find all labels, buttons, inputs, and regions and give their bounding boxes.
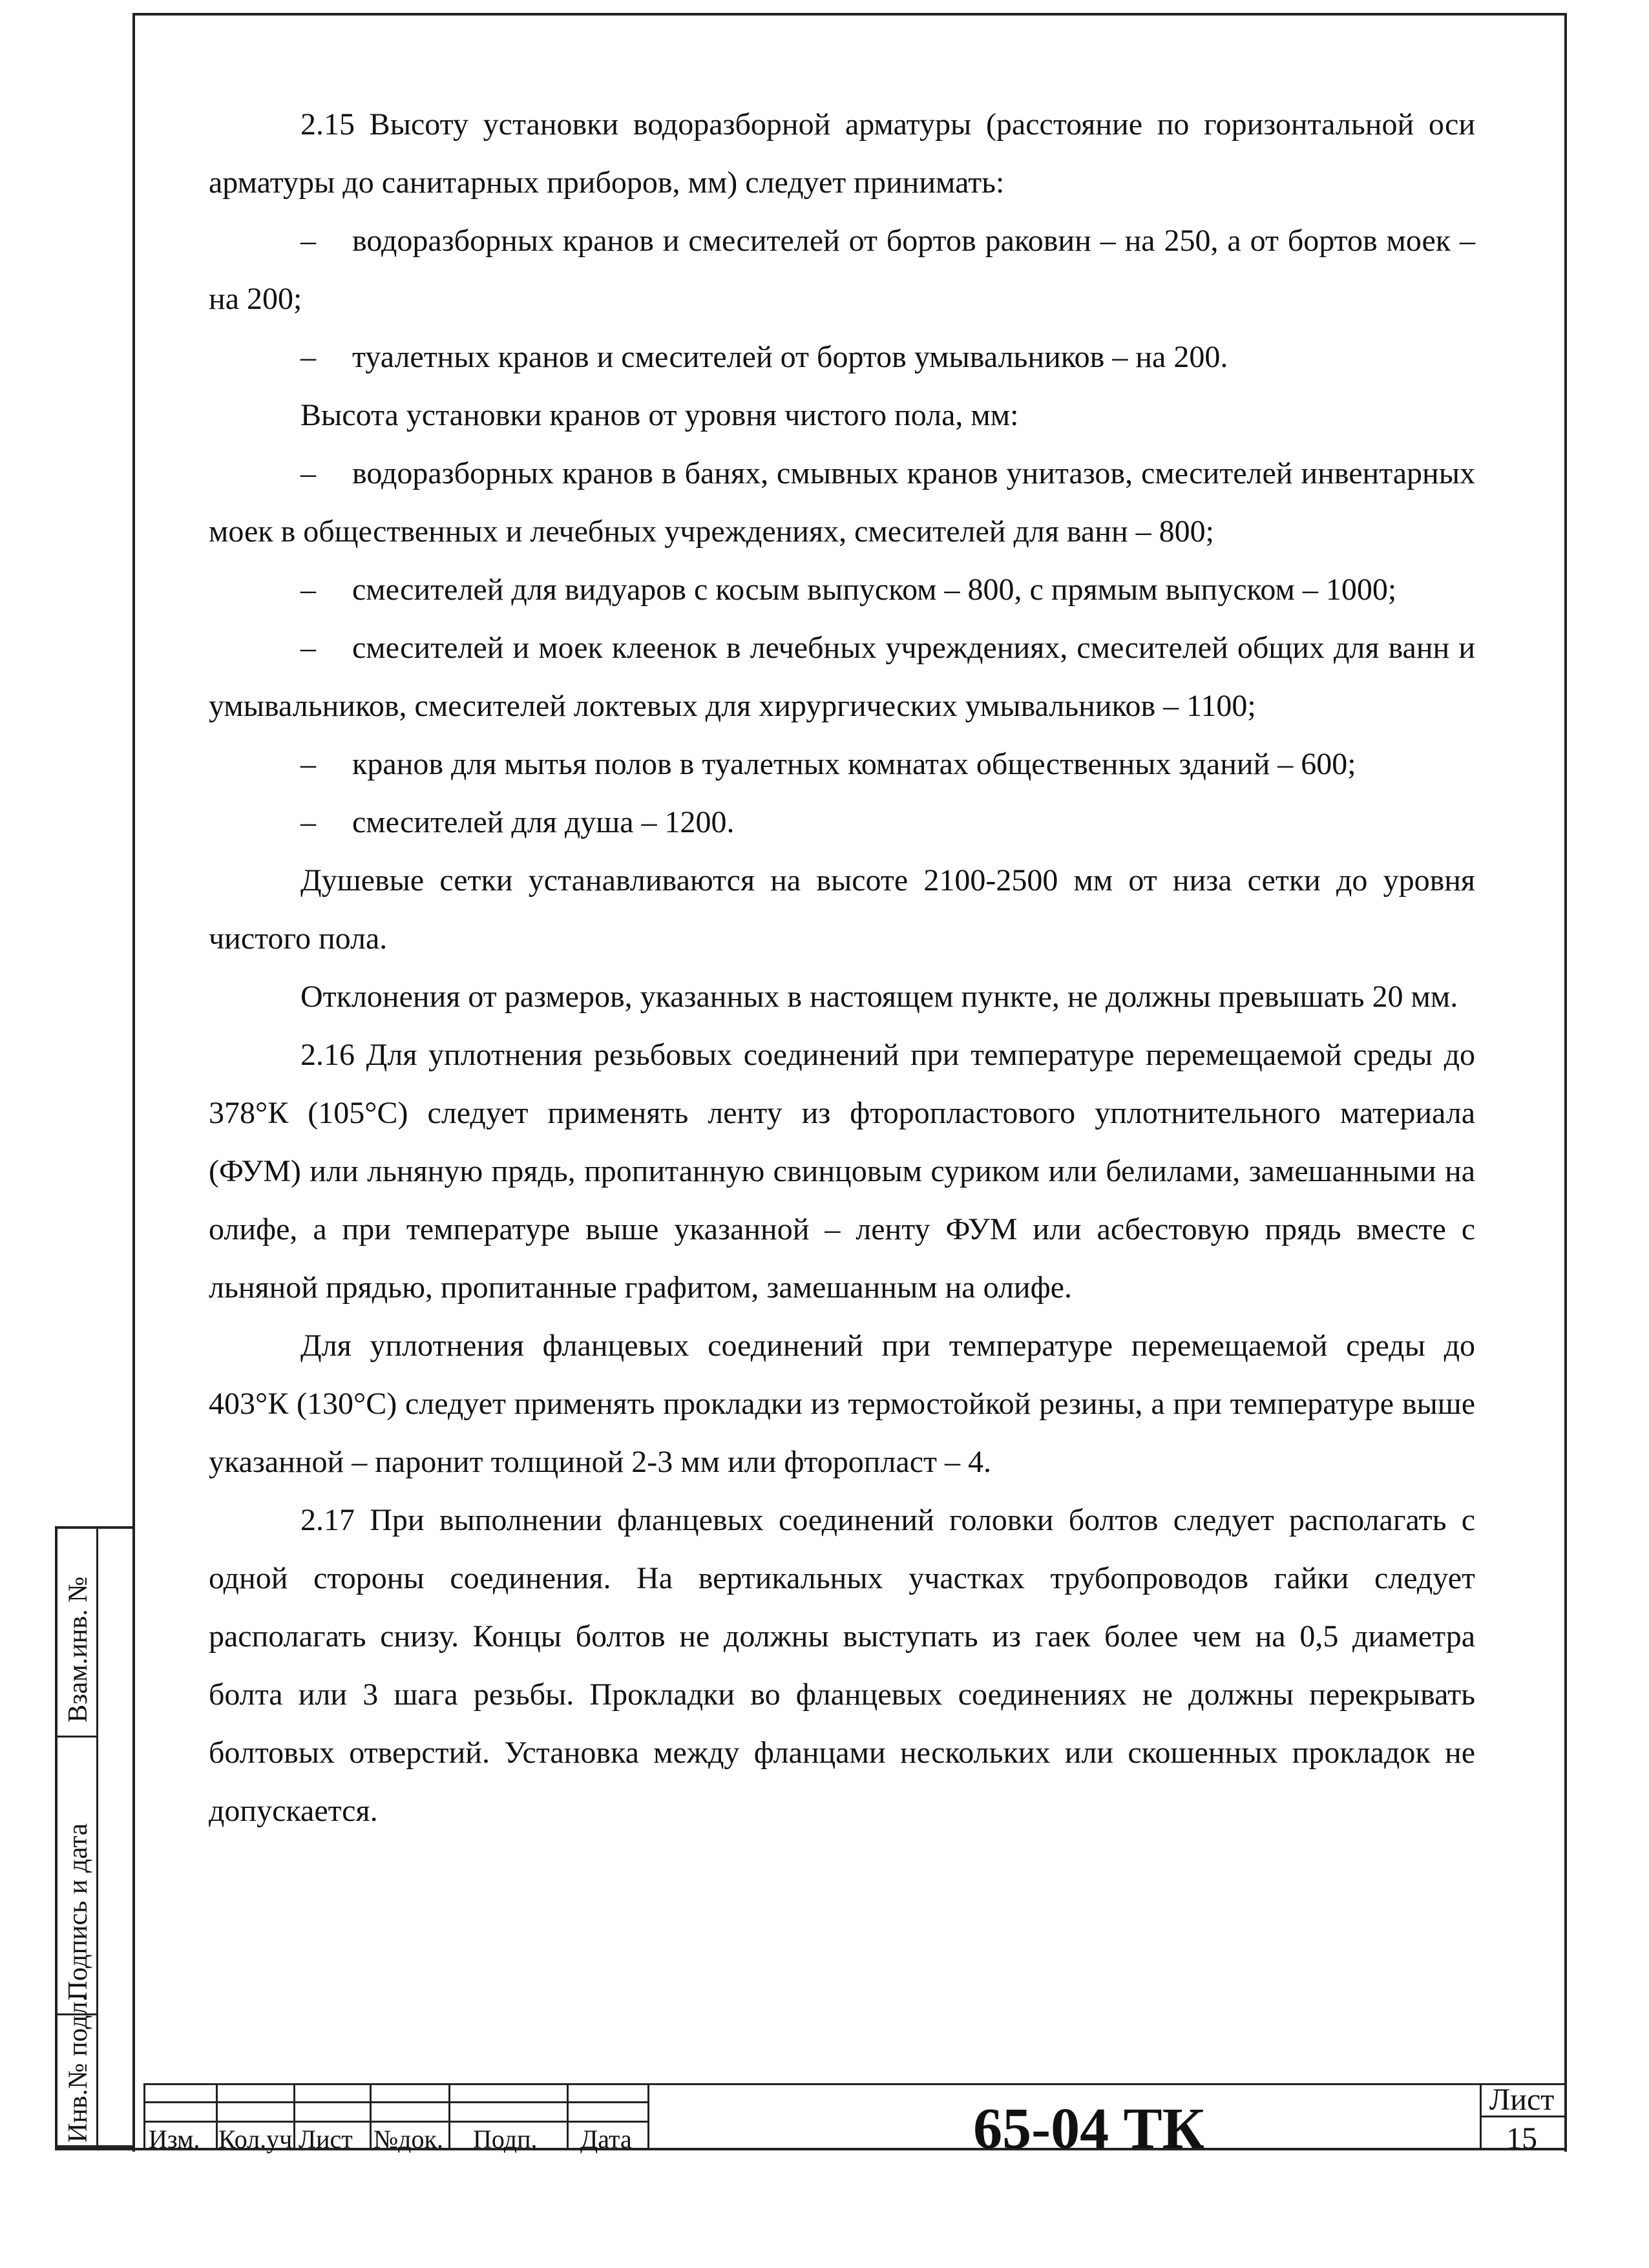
header-data: Дата [580,2125,632,2154]
list-item-text: смесителей для видуаров с косым выпуском – 800, с прямым выпуском – 1000; [352,572,1397,607]
list-item [209,793,1475,852]
dash-marker: – [300,805,316,839]
paragraph: 2.16 Для уплотнения резьбовых соединений при температуре перемещаемой среды до 378°К (105°С) следует применять ленту из фторопластового уплотнительного материала (ФУМ) или льняную прядь, пропитанную свинцовым суриком или белилами, замешанными на олифе, а при температуре выше указанной – ленту ФУМ или асбестовую прядь вместе с льняной прядью, пропитанные графитом, замешанным на олифе. [209,1038,1475,1305]
paragraph: Душевые сетки устанавливаются на высоте 2100-2500 мм от низа сетки до уровня чистого пола. [209,863,1475,956]
paragraph: Высота установки кранов от уровня чистого пола, мм: [300,398,1019,432]
title-block-row-line [143,2121,647,2123]
header-ndok: №док. [373,2125,443,2154]
sheet-label: Лист [1489,2083,1555,2117]
binding-stamp [55,1526,132,2148]
header-podp: Подп. [473,2125,538,2154]
title-block-col-line [370,2083,372,2148]
title-block-col-line [448,2083,450,2148]
paragraph: Отклонения от размеров, указанных в настоящем пункте, не должны превышать 20 мм. [300,980,1458,1014]
stamp-cell-inv [58,1995,98,2148]
title-block-row-line [143,2101,647,2103]
header-kol-uch: Кол.уч [218,2125,293,2154]
list-item-text: водоразборных кранов в банях, смывных кранов унитазов, смесителей инвентарных моек в общественных и лечебных учреждениях, смесителей для ванн – 800; [209,456,1475,549]
list-item-text: смесителей для душа – 1200. [352,805,735,839]
stamp-cell-vzam [58,1529,98,1738]
list-item [209,735,1475,793]
document-code: 65-04 ТК [973,2097,1204,2161]
list-item-text: смесителей и моек клеенок в лечебных учреждениях, смесителей общих для ванн и умывальников, смесителей локтевых для хирургических умывальников – 1100; [209,631,1475,723]
paragraph: 2.15 Высоту установки водоразборной арматуры (расстояние по горизонтальной оси арматуры до санитарных приборов, мм) следует принимать: [209,107,1475,200]
stamp-label-vzam: Взам.инв. № [63,1576,93,1723]
title-block-col-line [143,2083,145,2148]
title-block-col-line [647,2083,649,2148]
list-item-text: туалетных кранов и смесителей от бортов умывальников – на 200. [352,340,1228,374]
stamp-cell-podpis [58,1736,98,2015]
stamp-label-inv: Инв.№ подл. [63,1995,93,2143]
title-block-col-line [216,2083,218,2148]
dash-marker: – [300,340,316,374]
header-list: Лист [299,2125,353,2154]
dash-marker: – [300,747,316,781]
dash-marker: – [300,456,316,490]
sheet-number: 15 [1506,2121,1537,2156]
dash-marker: – [300,224,316,258]
list-item-text: водоразборных кранов и смесителей от бортов раковин – на 250, а от бортов моек – на 200; [209,224,1475,316]
header-izm: Изм. [149,2125,200,2154]
document-body [209,96,1475,1840]
stamp-label-podpis: Подпись и дата [63,1823,93,2000]
title-block-top-line [143,2083,1567,2085]
list-item [209,561,1475,619]
list-item-text: кранов для мытья полов в туалетных комнатах общественных зданий – 600; [352,747,1356,781]
list-item [209,619,1475,735]
paragraph: Для уплотнения фланцевых соединений при температуре перемещаемой среды до 403°К (130°С) следует применять прокладки из термостойкой резины, а при температуре выше указанной – паронит толщиной 2-3 мм или фторопласт – 4. [209,1328,1475,1479]
dash-marker: – [300,631,316,665]
list-item [209,212,1475,328]
dash-marker: – [300,572,316,607]
list-item [209,445,1475,561]
title-block-col-line [567,2083,569,2148]
paragraph: 2.17 При выполнении фланцевых соединений головки болтов следует располагать с одной стороны соединения. На вертикальных участках трубопроводов гайки следует располагать снизу. Концы болтов не должны выступать из гаек более чем на 0,5 диаметра болта или 3 шага резьбы. Прокладки во фланцевых соединениях не должны перекрывать болтовых отверстий. Установка между фланцами нескольких или скошенных прокладок не допускается. [209,1503,1475,1828]
list-item [209,328,1475,386]
title-block-col-line [293,2083,295,2148]
